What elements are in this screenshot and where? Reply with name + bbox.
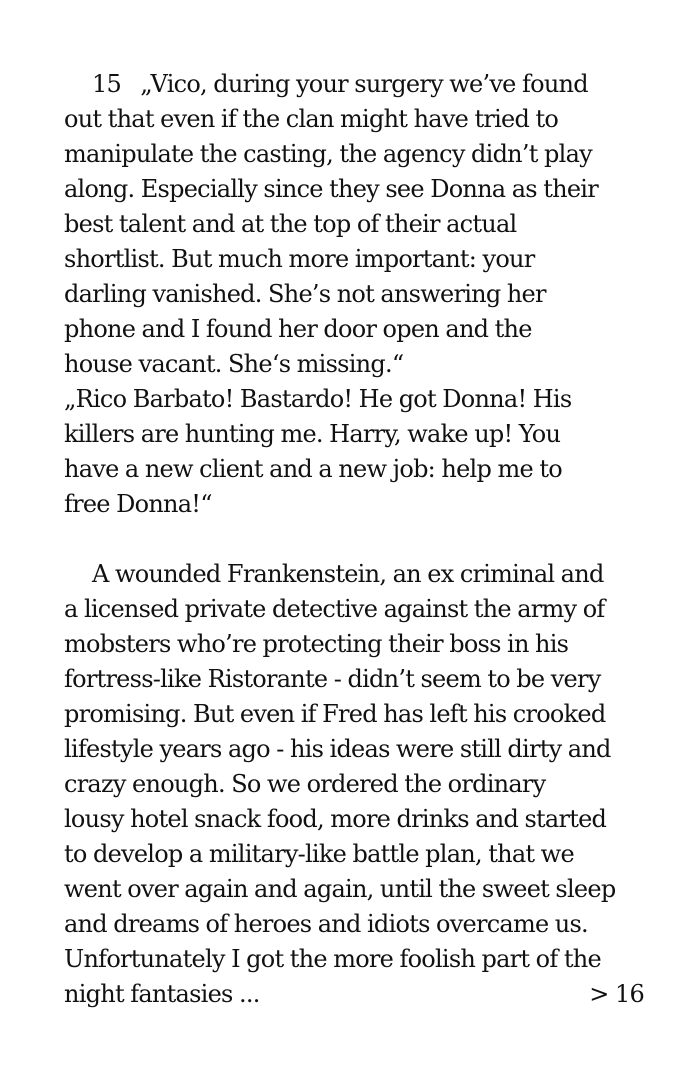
text-line: A wounded Frankenstein, an ex criminal and [92,560,604,588]
text-line [64,67,644,102]
text-line: manipulate the casting, the agency didn’t play [64,140,592,168]
text-line: shortlist. But much more important: your [64,245,535,273]
text-line: mobsters who’re protecting their boss in his [64,630,569,658]
page-text [64,67,644,1012]
text-line: lifestyle years ago - his ideas were still dirty and [64,735,611,763]
text-line: house vacant. She‘s missing.“ [64,350,404,378]
text-line: free Donna!“ [64,490,212,518]
text-line: have a new client and a new job: help me to [64,455,562,483]
last-text-line [64,977,644,1012]
next-page-marker[interactable]: > 16 [589,980,644,1008]
text-line: crazy enough. So we ordered the ordinary [64,770,546,798]
text-line: promising. But even if Fred has left his crooked [64,700,606,728]
text-line-content: night fantasies ... [64,980,260,1008]
text-line: a licensed private detective against the army of [64,595,605,623]
text-line: to develop a military-like battle plan, that we [64,840,574,868]
text-line-content: „Vico, during your surgery we’ve found [140,70,588,98]
text-line: and dreams of heroes and idiots overcame us. [64,910,588,938]
text-line: „Rico Barbato! Bastardo! He got Donna! His [64,385,572,413]
text-line: phone and I found her door open and the [64,315,532,343]
page-number: 15 [92,70,122,98]
text-line: out that even if the clan might have tried to [64,105,559,133]
text-line: best talent and at the top of their actual [64,210,517,238]
paragraph-spacer [64,522,644,557]
text-line: Unfortunately I got the more foolish part of the [64,945,601,973]
text-line: went over again and again, until the sweet sleep [64,875,616,903]
text-line: darling vanished. She’s not answering her [64,280,546,308]
text-line: killers are hunting me. Harry, wake up! You [64,420,561,448]
text-line: along. Especially since they see Donna as their [64,175,598,203]
text-line: lousy hotel snack food, more drinks and started [64,805,607,833]
text-line: fortress-like Ristorante - didn’t seem to be very [64,665,601,693]
